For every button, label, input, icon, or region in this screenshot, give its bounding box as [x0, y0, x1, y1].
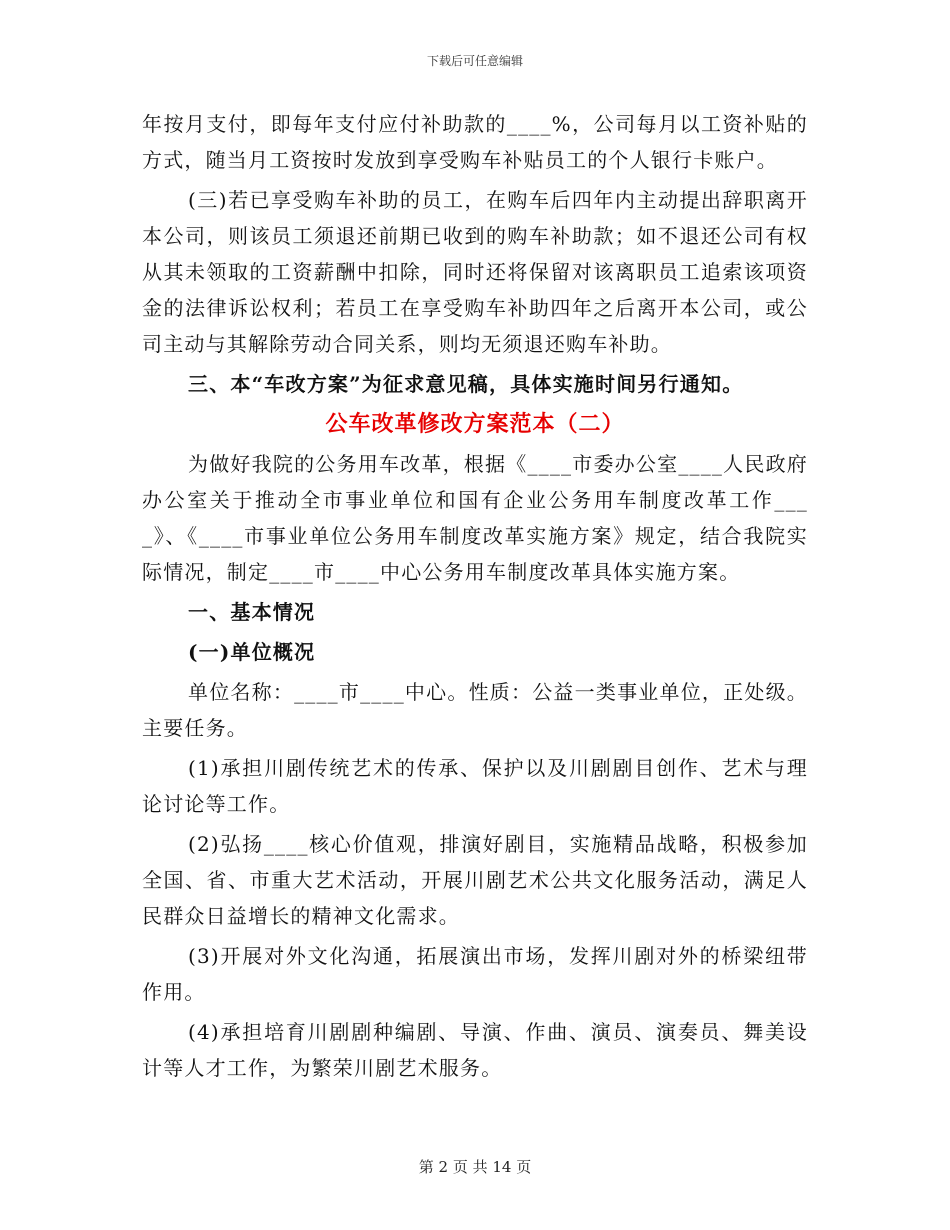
list-item-task-3: (3)开展对外文化沟通，拓展演出市场，发挥川剧对外的桥梁纽带作用。	[142, 944, 808, 1004]
heading-basic-info: 一、基本情况	[188, 600, 316, 624]
paragraph-intro: 为做好我院的公务用车改革，根据《____市委办公室____人民政府办公室关于推动全市事业单位和国有企业公务用车制度改革工作____》、《____市事业单位公务用车制度改革实施方案》规定，结合我院实际情况，制定____市____中心公务用车制度改革具体实施方案。	[142, 452, 808, 584]
list-item-task-1: (1)承担川剧传统艺术的传承、保护以及川剧剧目创作、艺术与理论讨论等工作。	[142, 756, 808, 816]
paragraph-notice: 三、本“车改方案”为征求意见稿，具体实施时间另行通知。	[188, 372, 744, 396]
paragraph-resignation: (三)若已享受购车补助的员工，在购车后四年内主动提出辞职离开本公司，则该员工须退还前期已收到的购车补助款；如不退还公司有权从其未领取的工资薪酬中扣除，同时还将保留对该离职员工追索该项资金的法律诉讼权利；若员工在享受购车补助四年之后离开本公司，或公司主动与其解除劳动合同关系，则均无须退还购车补助。	[142, 188, 808, 356]
document-body	[142, 106, 808, 1086]
list-item-task-4: (4)承担培育川剧剧种编剧、导演、作曲、演员、演奏员、舞美设计等人才工作，为繁荣川剧艺术服务。	[142, 1020, 808, 1080]
section-title: 公车改革修改方案范本（二）	[325, 411, 625, 437]
paragraph-unit-name: 单位名称：____市____中心。性质：公益一类事业单位，正处级。主要任务。	[142, 680, 808, 740]
page-footer: 第 2 页 共 14 页	[418, 1158, 532, 1176]
heading-unit-overview: (一)单位概况	[188, 640, 316, 664]
paragraph-payment: 年按月支付，即每年支付应付补助款的____%，公司每月以工资补贴的方式，随当月工资按时发放到享受购车补贴员工的个人银行卡账户。	[142, 112, 808, 172]
list-item-task-2: (2)弘扬____核心价值观，排演好剧目，实施精品战略，积极参加全国、省、市重大艺术活动，开展川剧艺术公共文化服务活动，满足人民群众日益增长的精神文化需求。	[142, 832, 808, 928]
page-header: 下载后可任意编辑	[426, 54, 523, 68]
